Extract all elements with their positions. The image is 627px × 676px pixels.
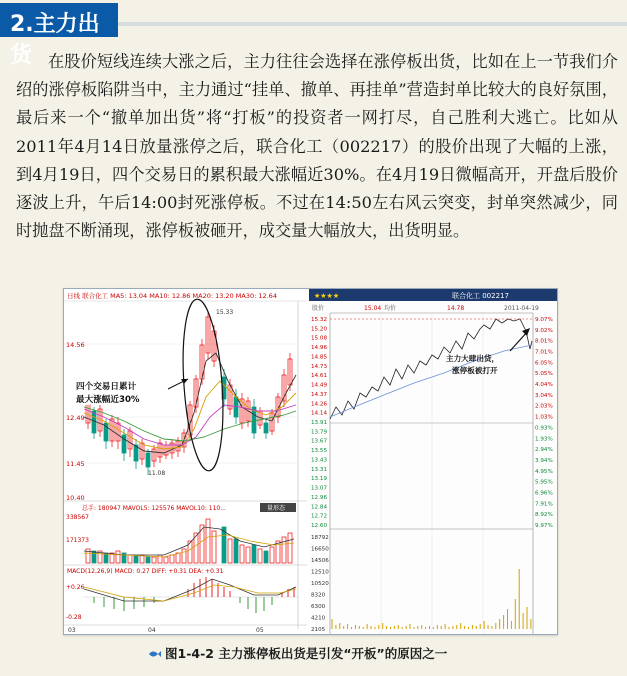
right-percent-tick: 5.95% bbox=[535, 479, 553, 486]
volume-tag: 量形态 bbox=[267, 505, 286, 512]
right-price-tick: 13.67 bbox=[311, 438, 328, 445]
right-annotation-line1: 主力大肆出货， bbox=[446, 354, 500, 363]
intraday-volume-tick: 18792 bbox=[311, 535, 329, 541]
right-percent-tick: 8.92% bbox=[535, 512, 553, 519]
top-price-label: 15.33 bbox=[216, 309, 234, 316]
right-price-tick: 13.55 bbox=[311, 448, 328, 455]
intraday-volume-tick: 10520 bbox=[311, 581, 329, 587]
right-percent-tick: 0.93% bbox=[535, 425, 553, 432]
right-price-tick: 15.08 bbox=[311, 335, 328, 342]
intraday-volume-tick: 8320 bbox=[311, 592, 326, 599]
volume-tick: 171373 bbox=[66, 537, 89, 544]
intraday-volume-tick: 4210 bbox=[311, 615, 326, 622]
section-heading bbox=[0, 3, 118, 68]
right-price-tick: 12.84 bbox=[311, 504, 328, 511]
right-price-tick: 13.43 bbox=[311, 457, 328, 464]
intraday-volume-tick: 6300 bbox=[311, 604, 326, 610]
right-price-tick: 13.79 bbox=[311, 429, 328, 436]
high-label: 14.78 bbox=[447, 305, 465, 312]
month-label: 05 bbox=[256, 627, 264, 634]
right-price-tick: 13.07 bbox=[311, 485, 328, 492]
date-label: 2011-04-19 bbox=[504, 305, 539, 312]
volume-tick: 338567 bbox=[66, 514, 89, 521]
body-paragraph: 在股价短线连续大涨之后，主力往往会选择在涨停板出货，比如在上一节我们介绍的涨停板陷阱当中，主力通过“挂单、撤单、再挂单”营造封单比较大的良好氛围，最后来一个“撤单加出货”将“打板”的投资者一网打尽，自己胜利大逃亡。比如从2011年4月14日放量涨停之后，联合化工（002217）的股价出现了大幅的上涨，到4月19日，四个交易日的累积最大涨幅近30%。在4月19日微幅高开，开盘后股价逐波上升，午后14:00封死涨停板。不过在14:50左右风云突变，封单突然减少，同时抛盘不断涌现，涨停板被砸开，成交量大幅放大，出货明显。 bbox=[16, 52, 618, 241]
right-percent-tick: 5.05% bbox=[535, 371, 553, 378]
right-price-axis bbox=[311, 317, 327, 529]
right-percent-tick: 1.93% bbox=[535, 436, 553, 443]
left-price-tick: 14.56 bbox=[66, 341, 85, 349]
right-price-tick: 14.61 bbox=[311, 373, 328, 380]
right-price-tick: 14.49 bbox=[311, 382, 328, 389]
macd-header: MACD(12,26,9) MACD: 0.27 DIFF: +0.31 DEA: +0.31 bbox=[67, 568, 224, 575]
rating-stars: ★★★★ bbox=[314, 292, 340, 300]
right-price-tick: 13.31 bbox=[311, 466, 328, 473]
right-price-tick: 14.37 bbox=[311, 391, 328, 398]
right-price-tick: 14.96 bbox=[311, 345, 328, 352]
right-percent-tick: 7.91% bbox=[535, 501, 553, 508]
right-percent-tick: 2.03% bbox=[535, 403, 553, 410]
right-percent-tick: 8.01% bbox=[535, 338, 553, 345]
right-percent-tick: 3.04% bbox=[535, 392, 553, 399]
right-percent-tick: 4.95% bbox=[535, 468, 553, 475]
right-percent-tick: 4.04% bbox=[535, 382, 553, 389]
right-panel-header: 联合化工 002217 bbox=[452, 292, 509, 300]
month-label: 03 bbox=[68, 627, 76, 634]
right-price-tick: 13.19 bbox=[311, 476, 328, 483]
heading-rule bbox=[118, 22, 627, 26]
right-percent-tick: 1.03% bbox=[535, 414, 553, 421]
left-price-tick: 10.40 bbox=[66, 494, 85, 502]
intraday-volume-tick: 12510 bbox=[311, 569, 329, 576]
month-label: 04 bbox=[148, 627, 156, 634]
right-percent-tick: 6.96% bbox=[535, 490, 553, 497]
right-price-tick: 14.26 bbox=[311, 401, 328, 408]
macd-tick: +0.26 bbox=[66, 584, 85, 591]
left-annotation-line2: 最大涨幅近30% bbox=[76, 395, 140, 405]
low-price-label: 11.08 bbox=[148, 470, 166, 477]
right-percent-tick: 2.94% bbox=[535, 447, 553, 454]
price-ref-label: 均价 bbox=[384, 305, 397, 312]
left-annotation-line1: 四个交易日累计 bbox=[76, 382, 137, 392]
right-percent-tick: 6.05% bbox=[535, 360, 553, 367]
right-percent-tick: 9.02% bbox=[535, 327, 553, 334]
right-price-tick: 12.60 bbox=[311, 523, 328, 529]
section-title: 2.主力出货 bbox=[10, 12, 100, 68]
price-ref: 15.04 bbox=[364, 305, 382, 312]
intraday-volume-tick: 16650 bbox=[311, 546, 329, 553]
right-percent-tick: 9.97% bbox=[535, 523, 553, 529]
left-panel-header: 日线 联合化工 MA5: 13.04 MA10: 12.86 MA20: 13.20 MA30: 12.64 bbox=[67, 292, 277, 300]
intraday-volume-tick: 14506 bbox=[311, 558, 329, 564]
volume-header: 总手: 180947 MAVOL5: 125576 MAVOL10: 110... bbox=[82, 505, 226, 512]
caption-text: 图1-4-2 主力涨停板出货是引发“开板”的原因之一 bbox=[165, 646, 448, 661]
right-price-tick: 12.96 bbox=[311, 494, 328, 501]
right-percent-tick: 9.07% bbox=[535, 317, 553, 323]
right-price-tick: 15.20 bbox=[311, 326, 328, 333]
right-price-tick: 15.32 bbox=[311, 317, 328, 323]
right-price-tick: 14.14 bbox=[311, 410, 328, 417]
right-price-tick: 14.73 bbox=[311, 363, 328, 370]
right-price-tick: 13.91 bbox=[311, 420, 328, 426]
right-percent-tick: 3.94% bbox=[535, 457, 553, 464]
stock-charts-svg bbox=[64, 289, 557, 634]
left-price-tick: 11.45 bbox=[66, 460, 85, 468]
figure-caption bbox=[148, 644, 447, 662]
macd-tick: -0.28 bbox=[66, 614, 82, 621]
fish-icon bbox=[148, 649, 161, 659]
right-price-tick: 14.85 bbox=[311, 354, 328, 361]
right-annotation-line2: 涨停板被打开 bbox=[452, 366, 498, 375]
right-price-tick: 12.72 bbox=[311, 513, 328, 520]
left-price-tick: 12.49 bbox=[66, 414, 85, 422]
right-panel-label: 股价 bbox=[312, 305, 325, 312]
chart-figure bbox=[63, 288, 558, 635]
intraday-volume-tick: 2105 bbox=[311, 627, 326, 633]
body-text bbox=[16, 48, 618, 245]
right-percent-tick: 7.01% bbox=[535, 349, 553, 356]
